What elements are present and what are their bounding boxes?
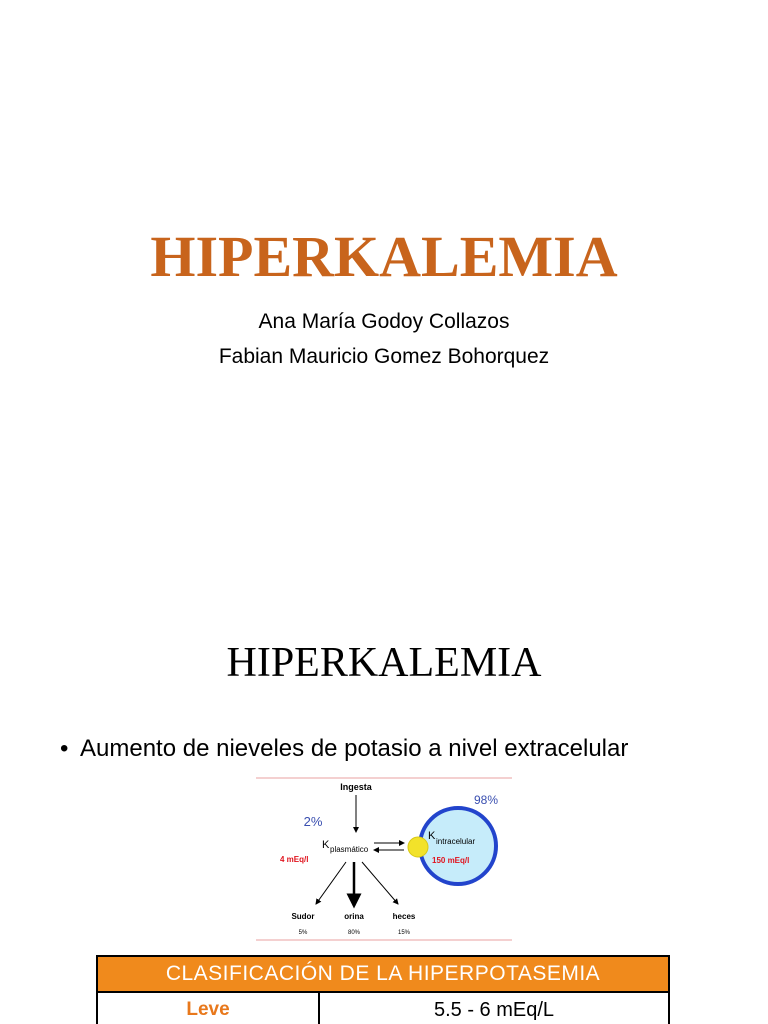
output-label: orina — [344, 912, 364, 921]
bullet-icon: • — [60, 735, 69, 762]
intracellular-circle — [420, 808, 496, 884]
table-row — [98, 993, 668, 1024]
potassium-diagram-svg — [256, 776, 512, 942]
classification-table — [96, 955, 670, 1024]
plasma-percent: 2% — [303, 814, 323, 829]
potassium-balance-diagram — [256, 776, 512, 942]
k-plasma-sub: plasmático — [330, 845, 369, 854]
output-percent: 15% — [397, 930, 411, 936]
plasma-concentration: 4 mEq/l — [280, 855, 309, 864]
presentation-title: HIPERKALEMIA — [150, 224, 618, 289]
intracellular-concentration: 150 mEq/l — [432, 856, 470, 865]
k-plasma-letter: K — [322, 839, 330, 851]
heces-arrow — [362, 862, 398, 904]
intracellular-percent: 98% — [473, 793, 499, 807]
classification-header: CLASIFICACIÓN DE LA HIPERPOTASEMIA — [98, 957, 668, 993]
author-name: Ana María Godoy Collazos — [258, 310, 510, 333]
k-intra-sub: intracelular — [436, 837, 476, 846]
k-intra-letter: K — [428, 830, 436, 842]
output-label: heces — [392, 912, 416, 921]
severity-value: 5.5 - 6 mEq/L — [433, 999, 555, 1021]
pump-icon — [408, 837, 428, 857]
output-percent: 5% — [298, 930, 308, 936]
bullet-item — [60, 733, 760, 765]
output-label: Sudor — [291, 912, 315, 921]
author-name: Fabian Mauricio Gomez Bohorquez — [218, 345, 550, 368]
sudor-arrow — [316, 862, 346, 904]
slide-title: HIPERKALEMIA — [226, 640, 542, 686]
output-percent: 80% — [347, 930, 361, 936]
bullet-text: Aumento de nieveles de potasio a nivel extracelular — [80, 735, 629, 762]
severity-label: Leve — [98, 993, 320, 1024]
ingesta-label: Ingesta — [340, 782, 372, 792]
